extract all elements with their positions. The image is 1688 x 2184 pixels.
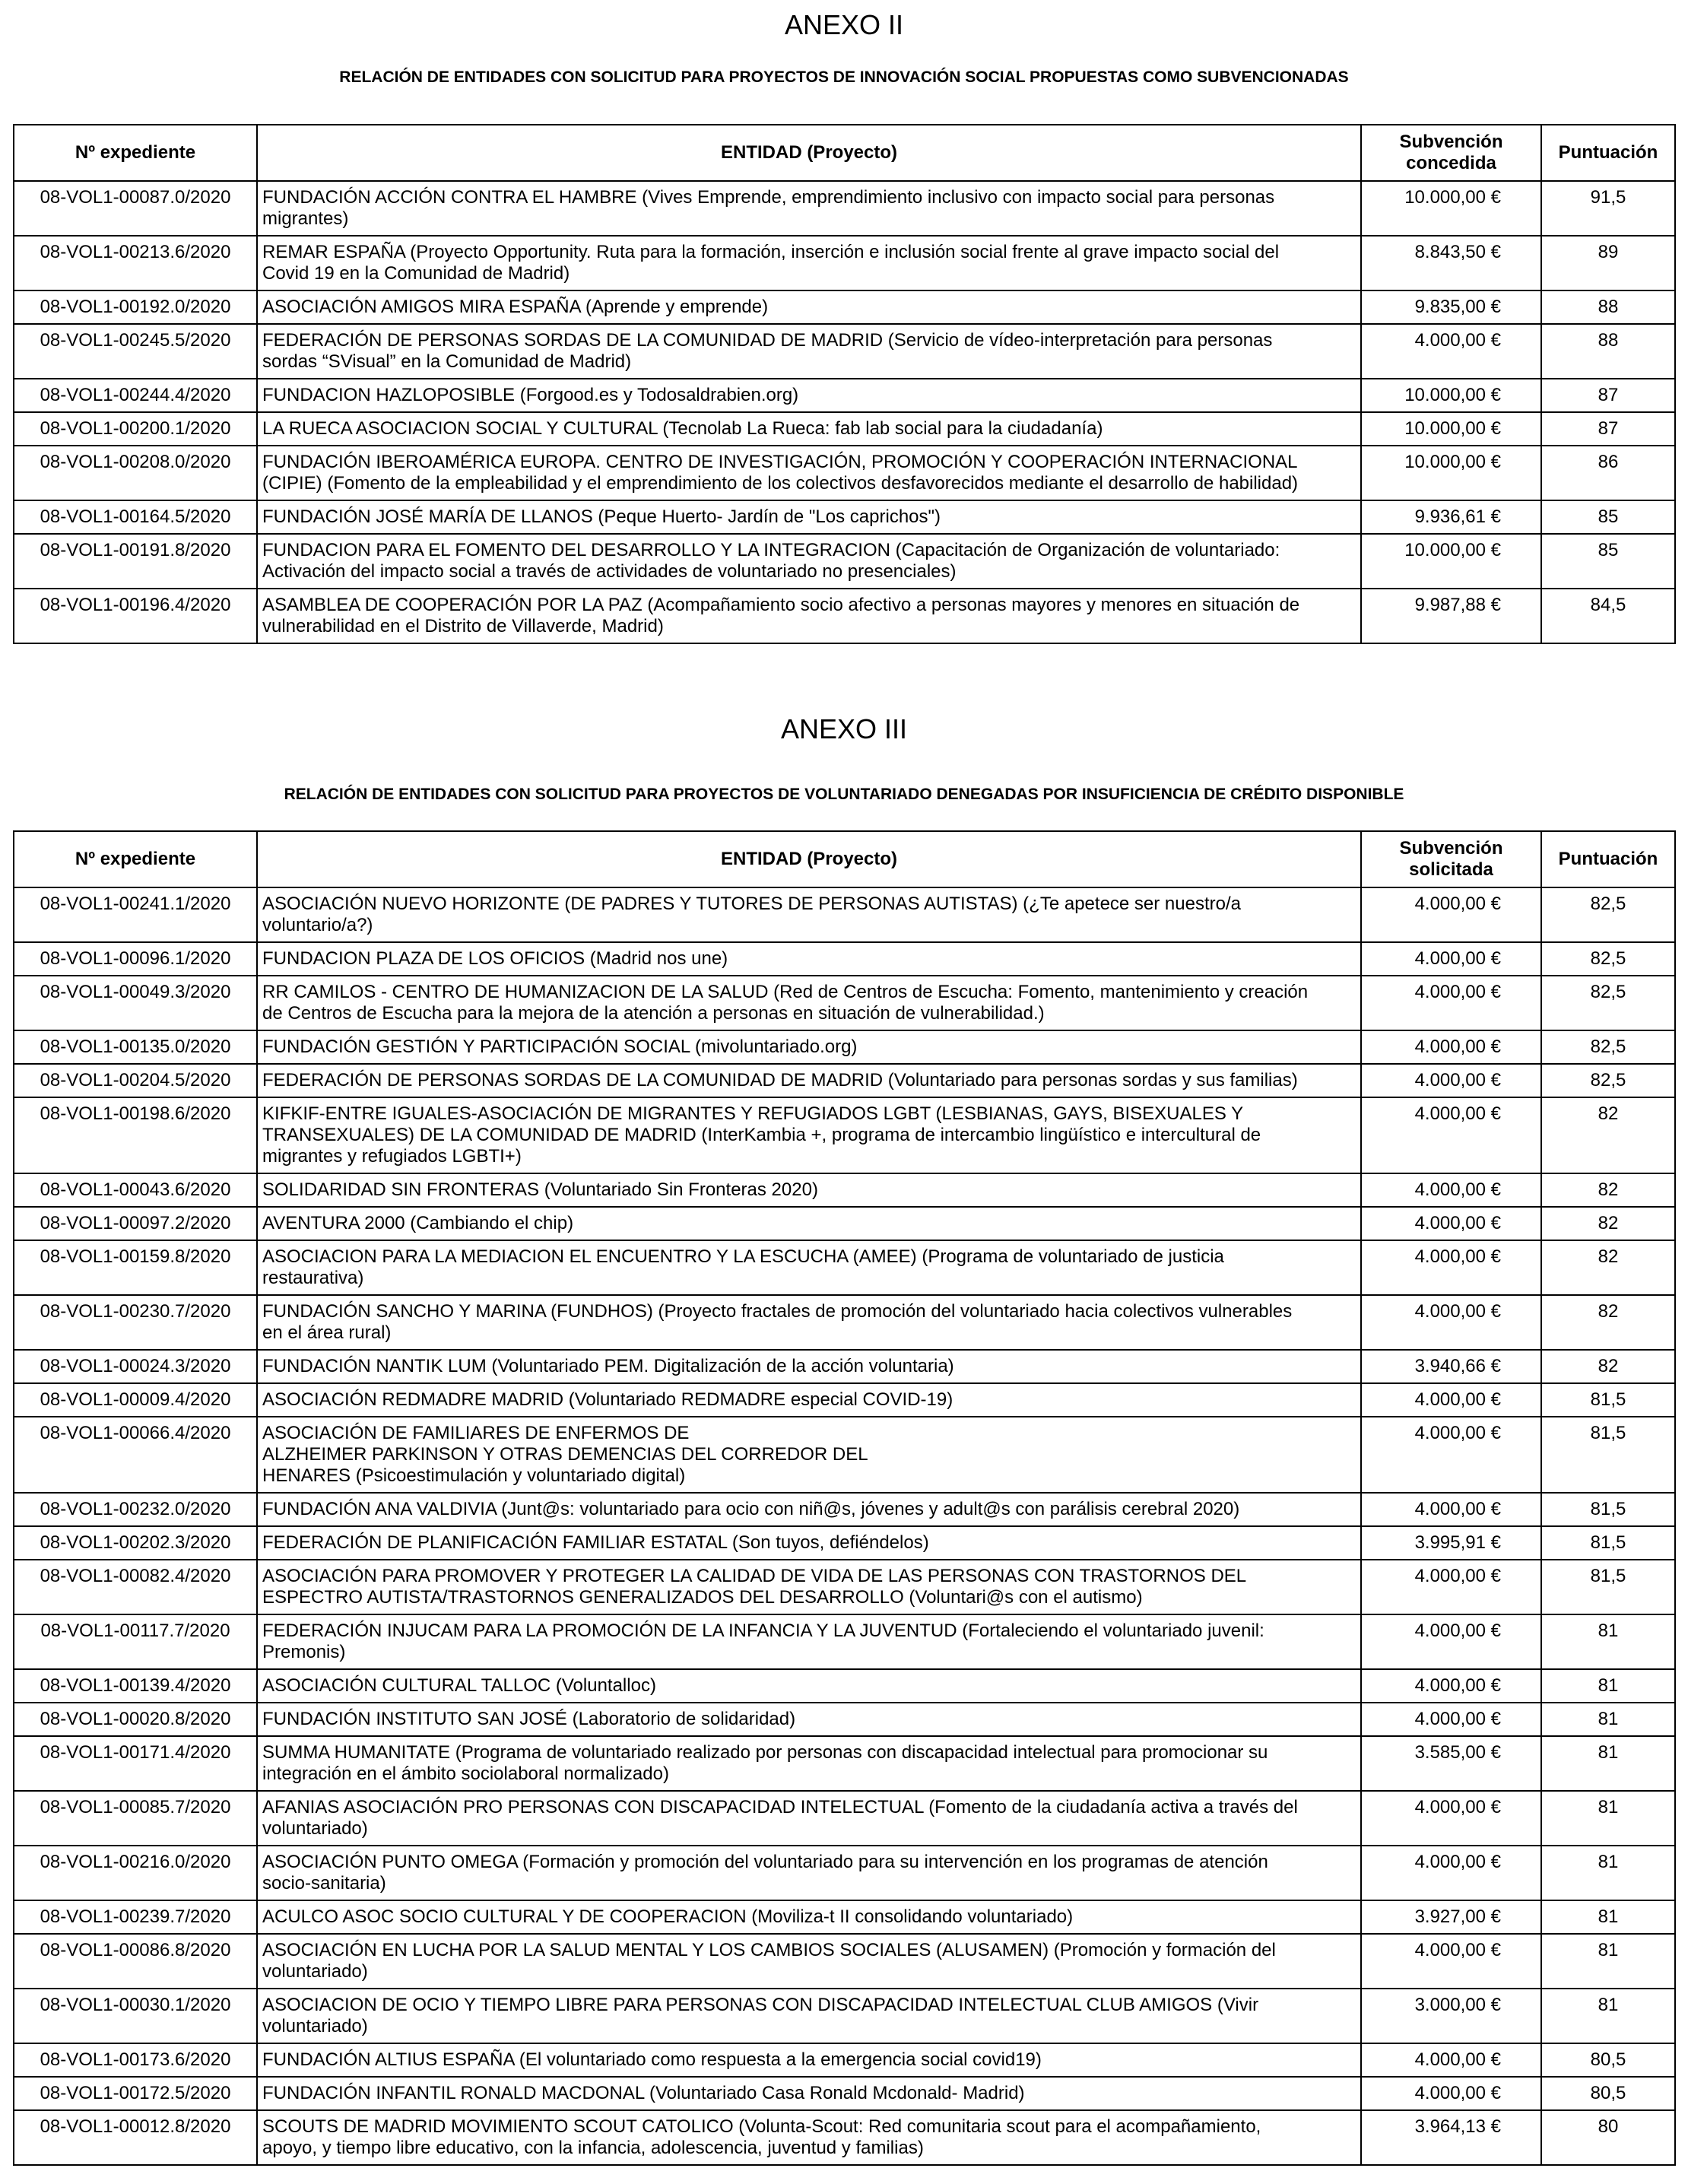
expediente-cell: 08-VOL1-00020.8/2020 xyxy=(14,1703,257,1736)
subvencion-cell: 4.000,00 € xyxy=(1361,976,1541,1030)
subvencion-cell: 3.940,66 € xyxy=(1361,1350,1541,1383)
expediente-cell: 08-VOL1-00030.1/2020 xyxy=(14,1989,257,2043)
header-expediente: Nº expediente xyxy=(14,831,257,887)
puntuacion-cell: 80 xyxy=(1541,2110,1675,2165)
puntuacion-cell: 81 xyxy=(1541,1934,1675,1989)
entidad-cell: SCOUTS DE MADRID MOVIMIENTO SCOUT CATOLICO (Volunta-Scout: Red comunitaria scout para el acompañamiento, apoyo, y tiempo libre educativo, con la infancia, adolescencia, juventud y familias) xyxy=(257,2110,1361,2165)
puntuacion-cell: 87 xyxy=(1541,379,1675,412)
expediente-cell: 08-VOL1-00200.1/2020 xyxy=(14,412,257,446)
entidad-cell: FEDERACIÓN DE PERSONAS SORDAS DE LA COMUNIDAD DE MADRID (Voluntariado para personas sordas y sus familias) xyxy=(257,1064,1361,1097)
table-row xyxy=(14,1989,1675,2043)
entidad-cell: FUNDACIÓN GESTIÓN Y PARTICIPACIÓN SOCIAL (mivoluntariado.org) xyxy=(257,1030,1361,1064)
expediente-cell: 08-VOL1-00024.3/2020 xyxy=(14,1350,257,1383)
table-row xyxy=(14,1900,1675,1934)
puntuacion-cell: 81 xyxy=(1541,1791,1675,1846)
puntuacion-cell: 82 xyxy=(1541,1173,1675,1207)
table-row xyxy=(14,1736,1675,1791)
entidad-cell: ASOCIACIÓN REDMADRE MADRID (Voluntariado REDMADRE especial COVID-19) xyxy=(257,1383,1361,1417)
entidad-cell: ASOCIACIÓN AMIGOS MIRA ESPAÑA (Aprende y emprende) xyxy=(257,290,1361,324)
subvencion-cell: 4.000,00 € xyxy=(1361,887,1541,942)
table-row xyxy=(14,1417,1675,1493)
puntuacion-cell: 81 xyxy=(1541,1846,1675,1900)
entidad-cell: FUNDACIÓN IBEROAMÉRICA EUROPA. CENTRO DE INVESTIGACIÓN, PROMOCIÓN Y COOPERACIÓN INTERNACIONAL (CIPIE) (Fomento de la empleabilidad y el emprendimiento de los colectivos desfavorecidos mediante el desarrollo de habilidad) xyxy=(257,446,1361,500)
subvencion-cell: 4.000,00 € xyxy=(1361,1669,1541,1703)
subvencion-cell: 4.000,00 € xyxy=(1361,1493,1541,1526)
puntuacion-cell: 91,5 xyxy=(1541,181,1675,236)
puntuacion-cell: 80,5 xyxy=(1541,2077,1675,2110)
subvencion-cell: 4.000,00 € xyxy=(1361,1614,1541,1669)
expediente-cell: 08-VOL1-00208.0/2020 xyxy=(14,446,257,500)
puntuacion-cell: 80,5 xyxy=(1541,2043,1675,2077)
table-row xyxy=(14,412,1675,446)
expediente-cell: 08-VOL1-00172.5/2020 xyxy=(14,2077,257,2110)
table-row xyxy=(14,2043,1675,2077)
subvencion-cell: 10.000,00 € xyxy=(1361,534,1541,589)
entidad-cell: REMAR ESPAÑA (Proyecto Opportunity. Ruta para la formación, inserción e inclusión social frente al grave impacto social del Covid 19 en la Comunidad de Madrid) xyxy=(257,236,1361,290)
puntuacion-cell: 81,5 xyxy=(1541,1383,1675,1417)
puntuacion-cell: 88 xyxy=(1541,324,1675,379)
subvencion-cell: 4.000,00 € xyxy=(1361,1560,1541,1614)
header-subvencion: Subvención concedida xyxy=(1361,125,1541,181)
entidad-cell: FUNDACION PARA EL FOMENTO DEL DESARROLLO Y LA INTEGRACION (Capacitación de Organización de voluntariado: Activación del impacto social a través de actividades de voluntariado no presenciales) xyxy=(257,534,1361,589)
header-puntuacion: Puntuación xyxy=(1541,831,1675,887)
subvencion-cell: 4.000,00 € xyxy=(1361,1030,1541,1064)
entidad-cell: FEDERACIÓN DE PLANIFICACIÓN FAMILIAR ESTATAL (Son tuyos, defiéndelos) xyxy=(257,1526,1361,1560)
subvencion-cell: 3.927,00 € xyxy=(1361,1900,1541,1934)
entidad-cell: KIFKIF-ENTRE IGUALES-ASOCIACIÓN DE MIGRANTES Y REFUGIADOS LGBT (LESBIANAS, GAYS, BISEXUALES Y TRANSEXUALES) DE LA COMUNIDAD DE MADRID (InterKambia +, programa de intercambio lingüístico e intercultural de migrantes y refugiados LGBTI+) xyxy=(257,1097,1361,1173)
expediente-cell: 08-VOL1-00173.6/2020 xyxy=(14,2043,257,2077)
expediente-cell: 08-VOL1-00230.7/2020 xyxy=(14,1295,257,1350)
expediente-cell: 08-VOL1-00164.5/2020 xyxy=(14,500,257,534)
puntuacion-cell: 81 xyxy=(1541,1614,1675,1669)
expediente-cell: 08-VOL1-00135.0/2020 xyxy=(14,1030,257,1064)
puntuacion-cell: 82,5 xyxy=(1541,1030,1675,1064)
header-entidad: ENTIDAD (Proyecto) xyxy=(257,831,1361,887)
subvencion-cell: 4.000,00 € xyxy=(1361,2077,1541,2110)
table-row xyxy=(14,1846,1675,1900)
puntuacion-cell: 81 xyxy=(1541,1669,1675,1703)
anexo-iii-table xyxy=(13,830,1676,2166)
entidad-cell: ASOCIACIÓN EN LUCHA POR LA SALUD MENTAL Y LOS CAMBIOS SOCIALES (ALUSAMEN) (Promoción y formación del voluntariado) xyxy=(257,1934,1361,1989)
table-row xyxy=(14,1526,1675,1560)
table-row xyxy=(14,589,1675,643)
table-row xyxy=(14,942,1675,976)
expediente-cell: 08-VOL1-00196.4/2020 xyxy=(14,589,257,643)
subvencion-cell: 3.585,00 € xyxy=(1361,1736,1541,1791)
puntuacion-cell: 81,5 xyxy=(1541,1560,1675,1614)
entidad-cell: FUNDACIÓN INFANTIL RONALD MACDONAL (Voluntariado Casa Ronald Mcdonald- Madrid) xyxy=(257,2077,1361,2110)
expediente-cell: 08-VOL1-00202.3/2020 xyxy=(14,1526,257,1560)
table-row xyxy=(14,2110,1675,2165)
table-row xyxy=(14,500,1675,534)
expediente-cell: 08-VOL1-00043.6/2020 xyxy=(14,1173,257,1207)
table-row xyxy=(14,1097,1675,1173)
table-row xyxy=(14,181,1675,236)
subvencion-cell: 3.964,13 € xyxy=(1361,2110,1541,2165)
entidad-cell: AVENTURA 2000 (Cambiando el chip) xyxy=(257,1207,1361,1240)
expediente-cell: 08-VOL1-00239.7/2020 xyxy=(14,1900,257,1934)
puntuacion-cell: 82 xyxy=(1541,1240,1675,1295)
entidad-cell: FEDERACIÓN DE PERSONAS SORDAS DE LA COMUNIDAD DE MADRID (Servicio de vídeo-interpretación para personas sordas “SVisual” en la Comunidad de Madrid) xyxy=(257,324,1361,379)
subvencion-cell: 8.843,50 € xyxy=(1361,236,1541,290)
subvencion-cell: 10.000,00 € xyxy=(1361,181,1541,236)
expediente-cell: 08-VOL1-00009.4/2020 xyxy=(14,1383,257,1417)
subvencion-cell: 4.000,00 € xyxy=(1361,1173,1541,1207)
header-entidad: ENTIDAD (Proyecto) xyxy=(257,125,1361,181)
puntuacion-cell: 82,5 xyxy=(1541,1064,1675,1097)
puntuacion-cell: 81,5 xyxy=(1541,1493,1675,1526)
anexo-iii-title: ANEXO III xyxy=(780,713,908,744)
subvencion-cell: 4.000,00 € xyxy=(1361,1295,1541,1350)
entidad-cell: ASOCIACIÓN NUEVO HORIZONTE (DE PADRES Y TUTORES DE PERSONAS AUTISTAS) (¿Te apetece ser nuestro/a voluntario/a?) xyxy=(257,887,1361,942)
subvencion-cell: 3.995,91 € xyxy=(1361,1526,1541,1560)
expediente-cell: 08-VOL1-00066.4/2020 xyxy=(14,1417,257,1493)
puntuacion-cell: 86 xyxy=(1541,446,1675,500)
header-puntuacion: Puntuación xyxy=(1541,125,1675,181)
puntuacion-cell: 82 xyxy=(1541,1097,1675,1173)
subvencion-cell: 9.936,61 € xyxy=(1361,500,1541,534)
table-row xyxy=(14,976,1675,1030)
subvencion-cell: 4.000,00 € xyxy=(1361,1846,1541,1900)
entidad-cell: FUNDACIÓN ACCIÓN CONTRA EL HAMBRE (Vives Emprende, emprendimiento inclusivo con impacto social para personas migrantes) xyxy=(257,181,1361,236)
subvencion-cell: 4.000,00 € xyxy=(1361,324,1541,379)
subvencion-cell: 4.000,00 € xyxy=(1361,1207,1541,1240)
expediente-cell: 08-VOL1-00192.0/2020 xyxy=(14,290,257,324)
expediente-cell: 08-VOL1-00232.0/2020 xyxy=(14,1493,257,1526)
expediente-cell: 08-VOL1-00198.6/2020 xyxy=(14,1097,257,1173)
subvencion-cell: 10.000,00 € xyxy=(1361,412,1541,446)
subvencion-cell: 4.000,00 € xyxy=(1361,1064,1541,1097)
subvencion-cell: 9.987,88 € xyxy=(1361,589,1541,643)
expediente-cell: 08-VOL1-00213.6/2020 xyxy=(14,236,257,290)
table-row xyxy=(14,887,1675,942)
entidad-cell: ACULCO ASOC SOCIO CULTURAL Y DE COOPERACION (Moviliza-t II consolidando voluntariado) xyxy=(257,1900,1361,1934)
entidad-cell: ASAMBLEA DE COOPERACIÓN POR LA PAZ (Acompañamiento socio afectivo a personas mayores y menores en situación de vulnerabilidad en el Distrito de Villaverde, Madrid) xyxy=(257,589,1361,643)
subvencion-cell: 10.000,00 € xyxy=(1361,446,1541,500)
table-row xyxy=(14,1064,1675,1097)
entidad-cell: ASOCIACION PARA LA MEDIACION EL ENCUENTRO Y LA ESCUCHA (AMEE) (Programa de voluntariado de justicia restaurativa) xyxy=(257,1240,1361,1295)
puntuacion-cell: 81 xyxy=(1541,1989,1675,2043)
expediente-cell: 08-VOL1-00241.1/2020 xyxy=(14,887,257,942)
table-row xyxy=(14,2077,1675,2110)
subvencion-cell: 4.000,00 € xyxy=(1361,1791,1541,1846)
table-row xyxy=(14,1703,1675,1736)
table-row xyxy=(14,1614,1675,1669)
entidad-cell: LA RUECA ASOCIACION SOCIAL Y CULTURAL (Tecnolab La Rueca: fab lab social para la ciudadanía) xyxy=(257,412,1361,446)
anexo-iii-subtitle: RELACIÓN DE ENTIDADES CON SOLICITUD PARA PROYECTOS DE VOLUNTARIADO DENEGADAS POR INSUFICIENCIA DE CRÉDITO DISPONIBLE xyxy=(284,786,1404,803)
puntuacion-cell: 87 xyxy=(1541,412,1675,446)
table-row xyxy=(14,1030,1675,1064)
expediente-cell: 08-VOL1-00159.8/2020 xyxy=(14,1240,257,1295)
puntuacion-cell: 82 xyxy=(1541,1350,1675,1383)
table-row xyxy=(14,1791,1675,1846)
anexo-ii-subtitle: RELACIÓN DE ENTIDADES CON SOLICITUD PARA PROYECTOS DE INNOVACIÓN SOCIAL PROPUESTAS COMO SUBVENCIONADAS xyxy=(339,68,1349,86)
puntuacion-cell: 82,5 xyxy=(1541,976,1675,1030)
entidad-cell: FUNDACIÓN ANA VALDIVIA (Junt@s: voluntariado para ocio con niñ@s, jóvenes y adult@s con parálisis cerebral 2020) xyxy=(257,1493,1361,1526)
puntuacion-cell: 89 xyxy=(1541,236,1675,290)
entidad-cell: FUNDACIÓN NANTIK LUM (Voluntariado PEM. Digitalización de la acción voluntaria) xyxy=(257,1350,1361,1383)
expediente-cell: 08-VOL1-00204.5/2020 xyxy=(14,1064,257,1097)
entidad-cell: AFANIAS ASOCIACIÓN PRO PERSONAS CON DISCAPACIDAD INTELECTUAL (Fomento de la ciudadanía activa a través del voluntariado) xyxy=(257,1791,1361,1846)
header-subvencion: Subvención solicitada xyxy=(1361,831,1541,887)
table-row xyxy=(14,1669,1675,1703)
entidad-cell: FUNDACIÓN SANCHO Y MARINA (FUNDHOS) (Proyecto fractales de promoción del voluntariado hacia colectivos vulnerables en el área rural) xyxy=(257,1295,1361,1350)
header-expediente: Nº expediente xyxy=(14,125,257,181)
table-row xyxy=(14,1295,1675,1350)
table-row xyxy=(14,236,1675,290)
expediente-cell: 08-VOL1-00086.8/2020 xyxy=(14,1934,257,1989)
entidad-cell: ASOCIACIÓN PUNTO OMEGA (Formación y promoción del voluntariado para su intervención en los programas de atención socio-sanitaria) xyxy=(257,1846,1361,1900)
puntuacion-cell: 82,5 xyxy=(1541,887,1675,942)
expediente-cell: 08-VOL1-00216.0/2020 xyxy=(14,1846,257,1900)
subvencion-cell: 4.000,00 € xyxy=(1361,2043,1541,2077)
subvencion-cell: 9.835,00 € xyxy=(1361,290,1541,324)
puntuacion-cell: 81 xyxy=(1541,1703,1675,1736)
puntuacion-cell: 82 xyxy=(1541,1207,1675,1240)
subvencion-cell: 3.000,00 € xyxy=(1361,1989,1541,2043)
expediente-cell: 08-VOL1-00245.5/2020 xyxy=(14,324,257,379)
table-row xyxy=(14,1207,1675,1240)
expediente-cell: 08-VOL1-00012.8/2020 xyxy=(14,2110,257,2165)
table-row xyxy=(14,1383,1675,1417)
table-header-row xyxy=(14,831,1675,887)
table-row xyxy=(14,1350,1675,1383)
subvencion-cell: 4.000,00 € xyxy=(1361,1240,1541,1295)
entidad-cell: RR CAMILOS - CENTRO DE HUMANIZACION DE LA SALUD (Red de Centros de Escucha: Fomento, mantenimiento y creación de Centros de Escucha para la mejora de la atención a personas en situación de vulnerabilidad.) xyxy=(257,976,1361,1030)
expediente-cell: 08-VOL1-00117.7/2020 xyxy=(14,1614,257,1669)
table-header-row xyxy=(14,125,1675,181)
expediente-cell: 08-VOL1-00049.3/2020 xyxy=(14,976,257,1030)
table-row xyxy=(14,446,1675,500)
subvencion-cell: 4.000,00 € xyxy=(1361,1383,1541,1417)
puntuacion-cell: 81,5 xyxy=(1541,1526,1675,1560)
entidad-cell: ASOCIACIÓN CULTURAL TALLOC (Voluntalloc) xyxy=(257,1669,1361,1703)
subvencion-cell: 10.000,00 € xyxy=(1361,379,1541,412)
expediente-cell: 08-VOL1-00171.4/2020 xyxy=(14,1736,257,1791)
puntuacion-cell: 82,5 xyxy=(1541,942,1675,976)
table-row xyxy=(14,324,1675,379)
subvencion-cell: 4.000,00 € xyxy=(1361,1417,1541,1493)
expediente-cell: 08-VOL1-00096.1/2020 xyxy=(14,942,257,976)
puntuacion-cell: 82 xyxy=(1541,1295,1675,1350)
expediente-cell: 08-VOL1-00191.8/2020 xyxy=(14,534,257,589)
expediente-cell: 08-VOL1-00085.7/2020 xyxy=(14,1791,257,1846)
entidad-cell: SOLIDARIDAD SIN FRONTERAS (Voluntariado Sin Fronteras 2020) xyxy=(257,1173,1361,1207)
subvencion-cell: 4.000,00 € xyxy=(1361,1934,1541,1989)
subvencion-cell: 4.000,00 € xyxy=(1361,1703,1541,1736)
anexo-ii-table xyxy=(13,124,1676,644)
puntuacion-cell: 84,5 xyxy=(1541,589,1675,643)
expediente-cell: 08-VOL1-00139.4/2020 xyxy=(14,1669,257,1703)
table-row xyxy=(14,1934,1675,1989)
table-row xyxy=(14,1173,1675,1207)
puntuacion-cell: 81 xyxy=(1541,1900,1675,1934)
table-row xyxy=(14,379,1675,412)
entidad-cell: ASOCIACIÓN DE FAMILIARES DE ENFERMOS DE ALZHEIMER PARKINSON Y OTRAS DEMENCIAS DEL CORREDOR DEL HENARES (Psicoestimulación y voluntariado digital) xyxy=(257,1417,1361,1493)
entidad-cell: FUNDACIÓN INSTITUTO SAN JOSÉ (Laboratorio de solidaridad) xyxy=(257,1703,1361,1736)
entidad-cell: ASOCIACION DE OCIO Y TIEMPO LIBRE PARA PERSONAS CON DISCAPACIDAD INTELECTUAL CLUB AMIGOS (Vivir voluntariado) xyxy=(257,1989,1361,2043)
puntuacion-cell: 81 xyxy=(1541,1736,1675,1791)
subvencion-cell: 4.000,00 € xyxy=(1361,1097,1541,1173)
expediente-cell: 08-VOL1-00244.4/2020 xyxy=(14,379,257,412)
table-row xyxy=(14,1560,1675,1614)
entidad-cell: FUNDACION PLAZA DE LOS OFICIOS (Madrid nos une) xyxy=(257,942,1361,976)
puntuacion-cell: 85 xyxy=(1541,500,1675,534)
puntuacion-cell: 88 xyxy=(1541,290,1675,324)
table-row xyxy=(14,1240,1675,1295)
table-row xyxy=(14,290,1675,324)
entidad-cell: FEDERACIÓN INJUCAM PARA LA PROMOCIÓN DE LA INFANCIA Y LA JUVENTUD (Fortaleciendo el voluntariado juvenil: Premonis) xyxy=(257,1614,1361,1669)
expediente-cell: 08-VOL1-00082.4/2020 xyxy=(14,1560,257,1614)
entidad-cell: FUNDACION HAZLOPOSIBLE (Forgood.es y Todosaldrabien.org) xyxy=(257,379,1361,412)
expediente-cell: 08-VOL1-00087.0/2020 xyxy=(14,181,257,236)
puntuacion-cell: 85 xyxy=(1541,534,1675,589)
entidad-cell: FUNDACIÓN ALTIUS ESPAÑA (El voluntariado como respuesta a la emergencia social covid19) xyxy=(257,2043,1361,2077)
table-row xyxy=(14,534,1675,589)
entidad-cell: ASOCIACIÓN PARA PROMOVER Y PROTEGER LA CALIDAD DE VIDA DE LAS PERSONAS CON TRASTORNOS DEL ESPECTRO AUTISTA/TRASTORNOS GENERALIZADOS DEL DESARROLLO (Voluntari@s con el autismo) xyxy=(257,1560,1361,1614)
entidad-cell: FUNDACIÓN JOSÉ MARÍA DE LLANOS (Peque Huerto- Jardín de "Los caprichos") xyxy=(257,500,1361,534)
puntuacion-cell: 81,5 xyxy=(1541,1417,1675,1493)
entidad-cell: SUMMA HUMANITATE (Programa de voluntariado realizado por personas con discapacidad intelectual para promocionar su integración en el ámbito sociolaboral normalizado) xyxy=(257,1736,1361,1791)
table-row xyxy=(14,1493,1675,1526)
anexo-ii-title: ANEXO II xyxy=(784,9,904,40)
subvencion-cell: 4.000,00 € xyxy=(1361,942,1541,976)
expediente-cell: 08-VOL1-00097.2/2020 xyxy=(14,1207,257,1240)
